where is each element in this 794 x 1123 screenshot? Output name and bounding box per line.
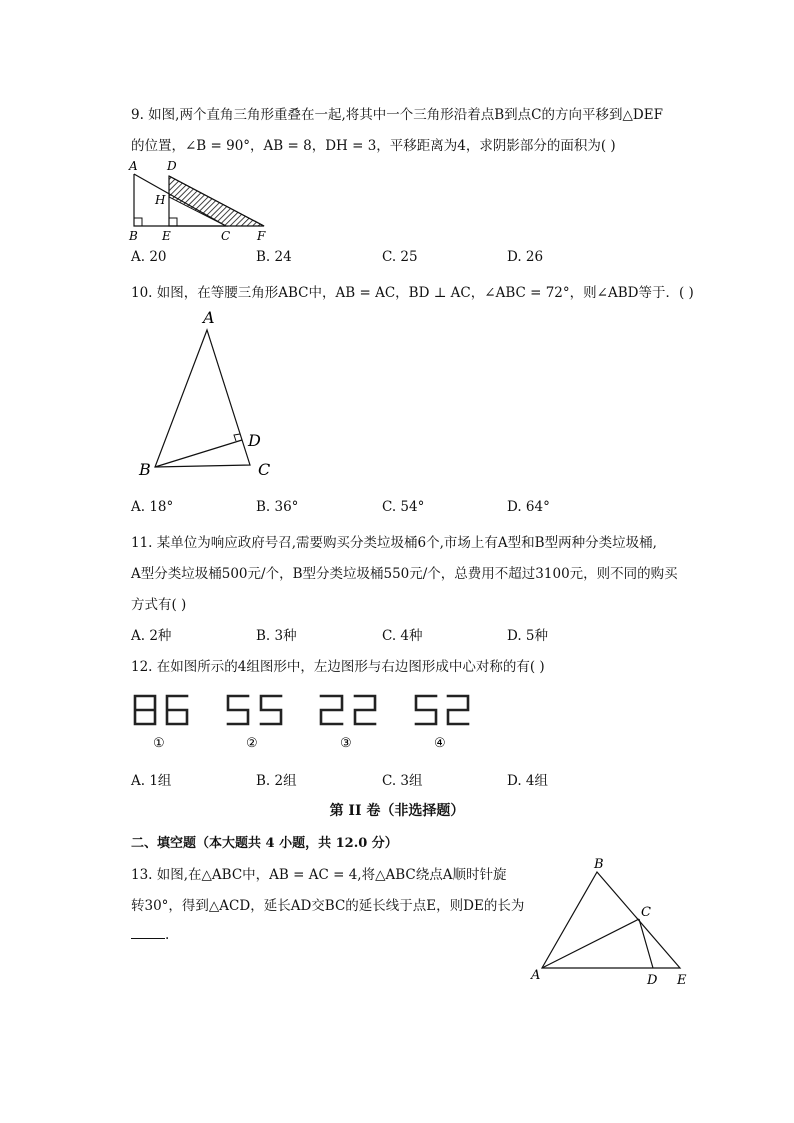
q12-figure [125,688,485,754]
q12-group-1-shapes [135,696,187,724]
q13-answer-blank[interactable] [131,926,165,939]
q13-segment-cd [639,919,653,968]
q10-option-c: C. 54° [382,499,425,515]
q11-text-line1: 11. 某单位为响应政府号召,需要购买分类垃圾桶6个,市场上有A型和B型两种分类垃圾桶, [131,535,657,551]
q12-group-2-shapes [228,696,281,724]
q11-text-line3: 方式有( ) [131,597,187,613]
q12-group-4-shapes [416,696,468,724]
q12-group-4-label: ④ [434,736,446,751]
q9-label-b: B [129,229,138,243]
q10-label-c: C [258,460,271,479]
q13-text-line3 [131,926,169,943]
q10-label-a: A [203,308,215,327]
q13-label-c: C [641,905,651,920]
q10-label-d: D [248,431,261,450]
q9-label-e: E [162,229,171,243]
q9-option-c: C. 25 [382,249,418,265]
q12-option-c: C. 3组 [382,773,423,789]
q11-text-line2: A型分类垃圾桶500元/个，B型分类垃圾桶550元/个，总费用不超过3100元，则不同的购买 [131,566,678,582]
q13-label-e: E [677,973,687,988]
q10-label-b: B [139,460,151,479]
q10-figure [130,305,290,485]
q9-text-line2: 的位置，∠B = 90°，AB = 8，DH = 3，平移距离为4，求阴影部分的面积为( ) [131,138,616,154]
q12-option-d: D. 4组 [507,773,549,789]
q9-option-a: A. 20 [131,249,167,265]
q12-group-1-label: ① [153,736,165,751]
q10-option-d: D. 64° [507,499,550,515]
q13-label-b: B [594,857,604,872]
q12-group-2-label: ② [246,736,258,751]
q13-figure [525,855,700,995]
q12-group-3-label: ③ [340,736,352,751]
q10-triangle-abc [155,330,250,467]
q9-right-angle-e [169,218,177,226]
q9-label-d: D [167,159,177,173]
q9-option-d: D. 26 [507,249,544,265]
q9-label-c: C [221,229,231,243]
q13-text-line1: 13. 如图,在△ABC中，AB = AC = 4,将△ABC绕点A顺时针旋 [131,867,507,883]
q9-label-h: H [155,193,166,207]
q9-right-angle-b [134,218,142,226]
section-title: 第 II 卷（非选择题） [329,803,465,819]
q13-line3-period: . [165,927,170,943]
q12-option-b: B. 2组 [256,773,297,789]
q12-option-a: A. 1组 [131,773,172,789]
q10-segment-bd [155,440,242,467]
section-subtitle: 二、填空题（本大题共 4 小题，共 12.0 分） [131,836,398,851]
q13-label-a: A [531,968,541,983]
q10-option-b: B. 36° [256,499,299,515]
q9-text-line1: 9. 如图,两个直角三角形重叠在一起,将其中一个三角形沿着点B到点C的方向平移到△DEF [131,107,663,123]
q11-option-d: D. 5种 [507,628,549,644]
q13-triangle-abe [542,872,680,968]
q11-option-b: B. 3种 [256,628,297,644]
q12-group-3-shapes [321,696,375,724]
q10-option-a: A. 18° [131,499,174,515]
q13-label-d: D [647,973,658,988]
q10-right-angle-mark [234,434,240,441]
q10-text-line1: 10. 如图，在等腰三角形ABC中，AB = AC，BD ⊥ AC，∠ABC = 72°，则∠ABD等于．( ) [131,285,694,301]
q9-label-f: F [257,229,266,243]
q13-text-line2: 转30°，得到△ACD，延长AD交BC的延长线于点E，则DE的长为 [131,898,525,914]
q9-label-a: A [129,159,138,173]
q9-option-b: B. 24 [256,249,292,265]
q11-option-a: A. 2种 [131,628,172,644]
q9-figure [124,156,274,244]
q12-text-line1: 12. 在如图所示的4组图形中，左边图形与右边图形成中心对称的有( ) [131,659,545,675]
q11-option-c: C. 4种 [382,628,423,644]
